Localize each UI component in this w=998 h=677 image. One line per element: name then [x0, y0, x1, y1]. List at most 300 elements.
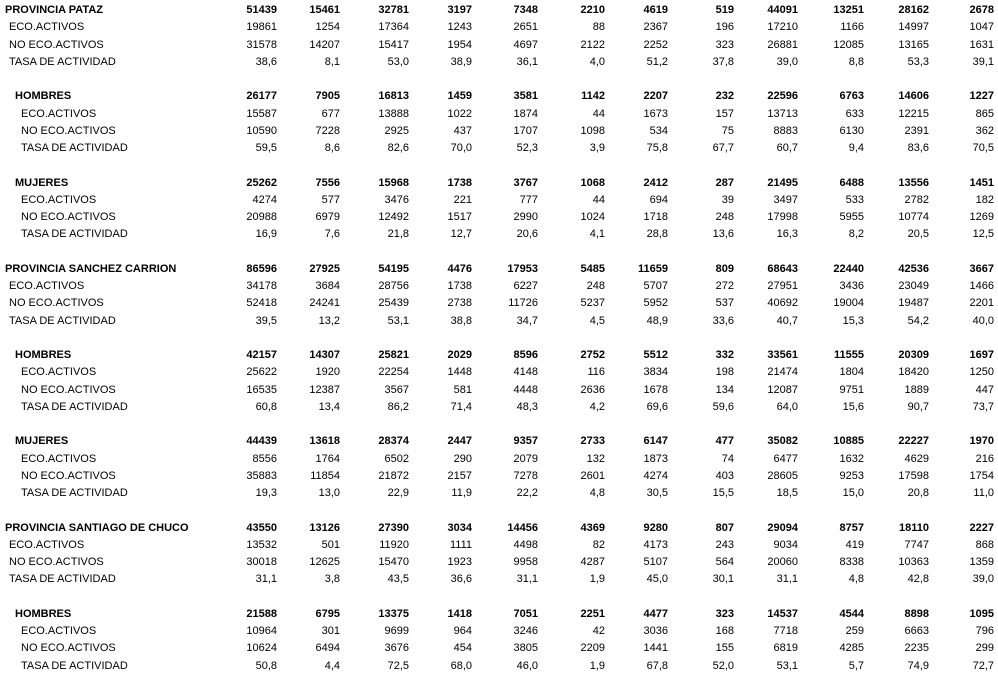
table-cell: 14307 [309, 349, 340, 361]
table-cell: 4,5 [589, 314, 605, 327]
table-cell: 54,2 [907, 314, 929, 327]
table-cell: 2235 [904, 642, 929, 655]
row-label: TASA DE ACTIVIDAD [21, 400, 128, 413]
table-cell: 74,9 [907, 659, 929, 672]
table-cell: 4285 [839, 642, 864, 655]
table-cell: 46,0 [516, 659, 538, 672]
table-cell: 6227 [513, 280, 538, 292]
table-cell: 534 [649, 124, 668, 137]
table-cell: 7348 [513, 4, 538, 16]
row-label: TASA DE ACTIVIDAD [21, 142, 128, 154]
table-cell: 4173 [643, 538, 668, 551]
table-cell: 6488 [839, 176, 864, 189]
table-cell: 12087 [767, 383, 798, 396]
table-cell: 17598 [898, 469, 929, 482]
table-cell: 1923 [447, 556, 472, 568]
table-row [0, 140, 998, 157]
table-cell: 14997 [898, 21, 929, 34]
table-cell: 1678 [643, 383, 668, 396]
table-cell: 3834 [643, 366, 668, 379]
table-cell: 2210 [580, 4, 605, 16]
table-cell: 13,6 [712, 228, 734, 241]
table-cell: 74 [721, 452, 734, 465]
table-cell: 1718 [643, 211, 668, 223]
table-cell: 67,7 [712, 142, 734, 154]
table-cell: 9,4 [848, 142, 864, 154]
table-cell: 501 [321, 538, 340, 551]
table-row [0, 468, 998, 485]
table-cell: 39,5 [255, 314, 277, 327]
table-cell: 14456 [507, 521, 538, 534]
table-cell: 13251 [833, 4, 864, 16]
table-cell: 12387 [309, 383, 340, 396]
table-cell: 198 [715, 366, 734, 379]
table-row [0, 2, 998, 19]
table-cell: 2122 [580, 38, 605, 51]
table-cell: 16,9 [255, 228, 277, 241]
table-cell: 34,7 [516, 314, 538, 327]
row-label: ECO.ACTIVOS [9, 538, 85, 551]
table-cell: 157 [715, 107, 734, 120]
table-cell: 15,5 [712, 487, 734, 499]
table-cell: 6494 [315, 642, 340, 655]
row-label: ECO.ACTIVOS [21, 452, 97, 465]
table-cell: 33561 [767, 349, 798, 361]
table-cell: 30,1 [712, 573, 734, 586]
table-cell: 13,2 [318, 314, 340, 327]
table-cell: 15968 [378, 176, 409, 189]
table-cell: 248 [715, 211, 734, 223]
table-cell: 533 [845, 193, 864, 206]
table-cell: 48,3 [516, 400, 538, 413]
table-row [0, 382, 998, 399]
table-cell: 3805 [513, 642, 538, 655]
table-cell: 1874 [513, 107, 538, 120]
table-cell: 52,3 [516, 142, 538, 154]
table-cell: 90,7 [907, 400, 929, 413]
table-cell: 2782 [904, 193, 929, 206]
table-cell: 60,8 [255, 400, 277, 413]
table-cell: 19004 [833, 297, 864, 310]
table-cell: 13556 [898, 176, 929, 189]
table-cell: 4,2 [589, 400, 605, 413]
table-cell: 2227 [969, 521, 994, 534]
row-header-label: HOMBRES [15, 90, 72, 103]
table-cell: 12492 [378, 211, 409, 223]
table-cell: 8898 [904, 607, 929, 620]
table-cell: 4619 [643, 4, 668, 16]
table-cell: 1448 [447, 366, 472, 379]
table-cell: 694 [649, 193, 668, 206]
row-label: ECO.ACTIVOS [21, 107, 97, 120]
table-cell: 332 [715, 349, 734, 361]
table-cell: 25622 [246, 366, 277, 379]
table-cell: 26177 [246, 90, 277, 103]
table-cell: 4,8 [848, 573, 864, 586]
table-cell: 69,6 [646, 400, 668, 413]
table-cell: 6477 [773, 452, 798, 465]
table-cell: 31,1 [776, 573, 798, 586]
table-cell: 362 [975, 124, 994, 137]
table-cell: 20,5 [907, 228, 929, 241]
table-cell: 17998 [767, 211, 798, 223]
table-cell: 1697 [969, 349, 994, 361]
table-cell: 10624 [246, 642, 277, 655]
table-cell: 54195 [378, 262, 409, 275]
table-cell: 51,2 [646, 55, 668, 68]
table-cell: 59,6 [712, 400, 734, 413]
row-header-label: PROVINCIA SANTIAGO DE CHUCO [5, 521, 189, 534]
table-cell: 323 [715, 607, 734, 620]
row-header-label: PROVINCIA PATAZ [5, 4, 103, 16]
table-cell: 1,9 [589, 659, 605, 672]
table-cell: 21,8 [387, 228, 409, 241]
table-cell: 1804 [839, 366, 864, 379]
table-cell: 28162 [898, 4, 929, 16]
table-cell: 11555 [834, 349, 864, 361]
table-cell: 4,8 [589, 487, 605, 499]
table-row [0, 347, 998, 364]
table-cell: 50,8 [255, 659, 277, 672]
table-cell: 155 [715, 642, 734, 655]
row-label: TASA DE ACTIVIDAD [9, 314, 116, 327]
table-cell: 3,9 [589, 142, 605, 154]
table-cell: 403 [715, 469, 734, 482]
table-cell: 30018 [246, 556, 277, 568]
table-cell: 44091 [767, 4, 798, 16]
table-cell: 2447 [447, 435, 472, 448]
table-cell: 1068 [580, 176, 605, 189]
table-cell: 577 [321, 193, 340, 206]
table-cell: 7228 [315, 124, 340, 137]
table-cell: 8883 [773, 124, 798, 137]
table-cell: 2733 [580, 435, 605, 448]
table-cell: 11,9 [451, 487, 472, 499]
table-cell: 3767 [513, 176, 538, 189]
table-cell: 8,2 [848, 228, 864, 241]
table-cell: 3667 [969, 262, 994, 275]
table-cell: 2678 [969, 4, 994, 16]
table-cell: 3497 [773, 193, 798, 206]
table-cell: 7718 [773, 625, 798, 637]
table-cell: 809 [715, 262, 734, 275]
table-cell: 15,0 [842, 487, 864, 499]
table-cell: 168 [715, 625, 734, 637]
row-label: TASA DE ACTIVIDAD [9, 573, 116, 586]
table-cell: 5237 [580, 297, 605, 310]
table-cell: 477 [715, 435, 734, 448]
table-cell: 1250 [969, 366, 994, 379]
row-label: NO ECO.ACTIVOS [21, 124, 116, 137]
table-cell: 8338 [839, 556, 864, 568]
table-cell: 75 [721, 124, 734, 137]
table-cell: 12215 [898, 107, 929, 120]
table-cell: 15,3 [842, 314, 864, 327]
row-label: NO ECO.ACTIVOS [21, 469, 116, 482]
row-label: TASA DE ACTIVIDAD [21, 659, 128, 672]
table-cell: 16813 [378, 90, 409, 103]
table-cell: 3246 [513, 625, 538, 637]
table-cell: 6763 [839, 90, 864, 103]
table-cell: 67,8 [646, 659, 668, 672]
table-cell: 6147 [643, 435, 668, 448]
table-cell: 15,6 [842, 400, 864, 413]
table-cell: 2252 [643, 38, 668, 51]
table-cell: 4498 [513, 538, 538, 551]
table-cell: 10885 [833, 435, 864, 448]
table-cell: 44 [592, 193, 605, 206]
table-cell: 31578 [246, 38, 277, 51]
table-cell: 8,6 [324, 142, 340, 154]
table-cell: 70,0 [450, 142, 472, 154]
table-cell: 13888 [378, 107, 409, 120]
table-cell: 36,1 [516, 55, 538, 68]
table-cell: 1254 [315, 21, 340, 34]
table-cell: 28,8 [646, 228, 668, 241]
table-cell: 2201 [969, 297, 994, 310]
table-cell: 28756 [378, 280, 409, 292]
table-cell: 34178 [246, 280, 277, 292]
table-cell: 2990 [513, 211, 538, 223]
table-cell: 52,0 [712, 659, 734, 672]
table-cell: 5,7 [848, 659, 864, 672]
table-cell: 1466 [969, 280, 994, 292]
row-label: NO ECO.ACTIVOS [9, 38, 104, 51]
table-cell: 25262 [246, 176, 277, 189]
table-row [0, 123, 998, 140]
table-cell: 7051 [513, 607, 538, 620]
table-cell: 17953 [507, 262, 538, 275]
table-cell: 1707 [513, 124, 538, 137]
row-label: NO ECO.ACTIVOS [21, 211, 116, 223]
table-cell: 677 [321, 107, 340, 120]
table-cell: 14207 [309, 38, 340, 51]
table-row [0, 313, 998, 330]
table-cell: 196 [715, 21, 734, 34]
table-cell: 71,4 [450, 400, 472, 413]
table-cell: 31,1 [516, 573, 538, 586]
table-cell: 22596 [767, 90, 798, 103]
table-cell: 1631 [969, 38, 994, 51]
table-cell: 68,0 [450, 659, 472, 672]
table-cell: 2391 [904, 124, 929, 137]
table-cell: 44439 [246, 435, 277, 448]
table-cell: 1754 [969, 469, 994, 482]
table-cell: 82,6 [387, 142, 409, 154]
table-row [0, 192, 998, 209]
table-cell: 290 [453, 452, 472, 465]
table-cell: 537 [715, 297, 734, 310]
table-cell: 9253 [839, 469, 864, 482]
table-cell: 36,6 [450, 573, 472, 586]
table-cell: 21495 [767, 176, 798, 189]
table-cell: 2738 [447, 297, 472, 310]
table-cell: 19487 [898, 297, 929, 310]
table-cell: 3684 [315, 280, 340, 292]
table-cell: 4477 [643, 607, 668, 620]
table-cell: 39,1 [972, 55, 994, 68]
table-row [0, 520, 998, 537]
table-row [0, 451, 998, 468]
table-cell: 132 [586, 452, 605, 465]
table-cell: 64,0 [776, 400, 798, 413]
table-cell: 2251 [580, 607, 605, 620]
table-cell: 807 [715, 521, 734, 534]
table-cell: 4,1 [589, 228, 605, 241]
table-cell: 48,9 [646, 314, 668, 327]
table-cell: 8596 [513, 349, 538, 361]
table-cell: 11659 [638, 262, 668, 275]
table-cell: 86,2 [387, 400, 409, 413]
table-cell: 22227 [898, 435, 929, 448]
table-cell: 53,1 [776, 659, 798, 672]
table-cell: 27925 [309, 262, 340, 275]
table-cell: 2367 [643, 21, 668, 34]
table-cell: 20309 [898, 349, 929, 361]
table-cell: 38,8 [450, 314, 472, 327]
table-cell: 44 [592, 107, 605, 120]
table-cell: 8,1 [324, 55, 340, 68]
row-label: TASA DE ACTIVIDAD [21, 228, 128, 241]
table-cell: 581 [453, 383, 472, 396]
table-cell: 5107 [643, 556, 668, 568]
table-cell: 32781 [378, 4, 409, 16]
table-row [0, 295, 998, 312]
row-label: ECO.ACTIVOS [21, 366, 97, 379]
table-cell: 1954 [447, 38, 472, 51]
table-cell: 42157 [246, 349, 277, 361]
table-cell: 9699 [384, 625, 409, 637]
table-cell: 29094 [767, 521, 798, 534]
row-label: NO ECO.ACTIVOS [21, 383, 116, 396]
table-cell: 1873 [643, 452, 668, 465]
table-cell: 9034 [773, 538, 798, 551]
table-cell: 15417 [378, 38, 409, 51]
table-cell: 18110 [899, 521, 929, 534]
table-cell: 4287 [580, 556, 605, 568]
table-cell: 83,6 [907, 142, 929, 154]
table-cell: 12,5 [972, 228, 994, 241]
table-cell: 6663 [904, 625, 929, 637]
table-cell: 4448 [513, 383, 538, 396]
table-cell: 51439 [246, 4, 277, 16]
table-cell: 1022 [447, 107, 472, 120]
table-cell: 3676 [384, 642, 409, 655]
table-cell: 12625 [309, 556, 340, 568]
table-cell: 1098 [580, 124, 605, 137]
table-cell: 323 [715, 38, 734, 51]
table-row [0, 399, 998, 416]
table-cell: 4476 [447, 262, 472, 275]
table-cell: 4274 [643, 469, 668, 482]
table-cell: 22,2 [516, 487, 538, 499]
table-cell: 13532 [246, 538, 277, 551]
table-cell: 16535 [246, 383, 277, 396]
table-cell: 13713 [767, 107, 798, 120]
table-cell: 12085 [833, 38, 864, 51]
table-cell: 7747 [904, 538, 929, 551]
table-cell: 5955 [839, 211, 864, 223]
table-cell: 1047 [969, 21, 994, 34]
table-row [0, 537, 998, 554]
table-cell: 4,0 [589, 55, 605, 68]
table-cell: 13126 [309, 521, 340, 534]
table-cell: 12,7 [450, 228, 472, 241]
table-cell: 182 [975, 193, 994, 206]
table-cell: 16,3 [776, 228, 798, 241]
table-cell: 419 [845, 538, 864, 551]
table-row [0, 554, 998, 571]
table-row [0, 175, 998, 192]
table-cell: 6502 [384, 452, 409, 465]
table-cell: 1920 [315, 366, 340, 379]
table-cell: 38,6 [255, 55, 277, 68]
table-cell: 6795 [315, 607, 340, 620]
table-cell: 9751 [839, 383, 864, 396]
table-cell: 20,6 [516, 228, 538, 241]
table-cell: 437 [453, 124, 472, 137]
table-cell: 1418 [447, 607, 472, 620]
table-cell: 72,5 [387, 659, 409, 672]
table-cell: 13,0 [318, 487, 340, 499]
table-cell: 30,5 [646, 487, 668, 499]
table-cell: 3476 [384, 193, 409, 206]
table-cell: 21588 [246, 607, 277, 620]
row-label: TASA DE ACTIVIDAD [21, 487, 128, 499]
table-cell: 21872 [378, 469, 409, 482]
table-cell: 2412 [643, 176, 668, 189]
table-row [0, 226, 998, 243]
table-row [0, 364, 998, 381]
table-cell: 3436 [839, 280, 864, 292]
table-cell: 39 [721, 193, 734, 206]
table-cell: 3581 [513, 90, 538, 103]
table-cell: 4544 [839, 607, 864, 620]
table-cell: 53,1 [387, 314, 409, 327]
table-row [0, 278, 998, 295]
table-cell: 22,9 [387, 487, 409, 499]
table-cell: 1024 [580, 211, 605, 223]
table-cell: 14537 [767, 607, 798, 620]
table-cell: 26881 [767, 38, 798, 51]
table-cell: 13,4 [318, 400, 340, 413]
table-cell: 86596 [246, 262, 277, 275]
table-cell: 5707 [643, 280, 668, 292]
table-cell: 22254 [378, 366, 409, 379]
table-cell: 796 [975, 625, 994, 637]
table-cell: 248 [586, 280, 605, 292]
table-cell: 13165 [898, 38, 929, 51]
table-cell: 8,8 [848, 55, 864, 68]
table-cell: 42536 [898, 262, 929, 275]
table-cell: 134 [715, 383, 734, 396]
table-cell: 259 [845, 625, 864, 637]
table-cell: 243 [715, 538, 734, 551]
table-cell: 28374 [378, 435, 409, 448]
table-cell: 777 [519, 193, 538, 206]
table-cell: 38,9 [450, 55, 472, 68]
row-label: ECO.ACTIVOS [9, 21, 85, 34]
table-cell: 272 [715, 280, 734, 292]
table-row [0, 658, 998, 675]
row-label: ECO.ACTIVOS [21, 193, 97, 206]
table-cell: 42,8 [907, 573, 929, 586]
table-cell: 73,7 [972, 400, 994, 413]
table-cell: 70,5 [972, 142, 994, 154]
table-cell: 25439 [378, 297, 409, 310]
table-cell: 20,8 [907, 487, 929, 499]
table-cell: 7278 [513, 469, 538, 482]
